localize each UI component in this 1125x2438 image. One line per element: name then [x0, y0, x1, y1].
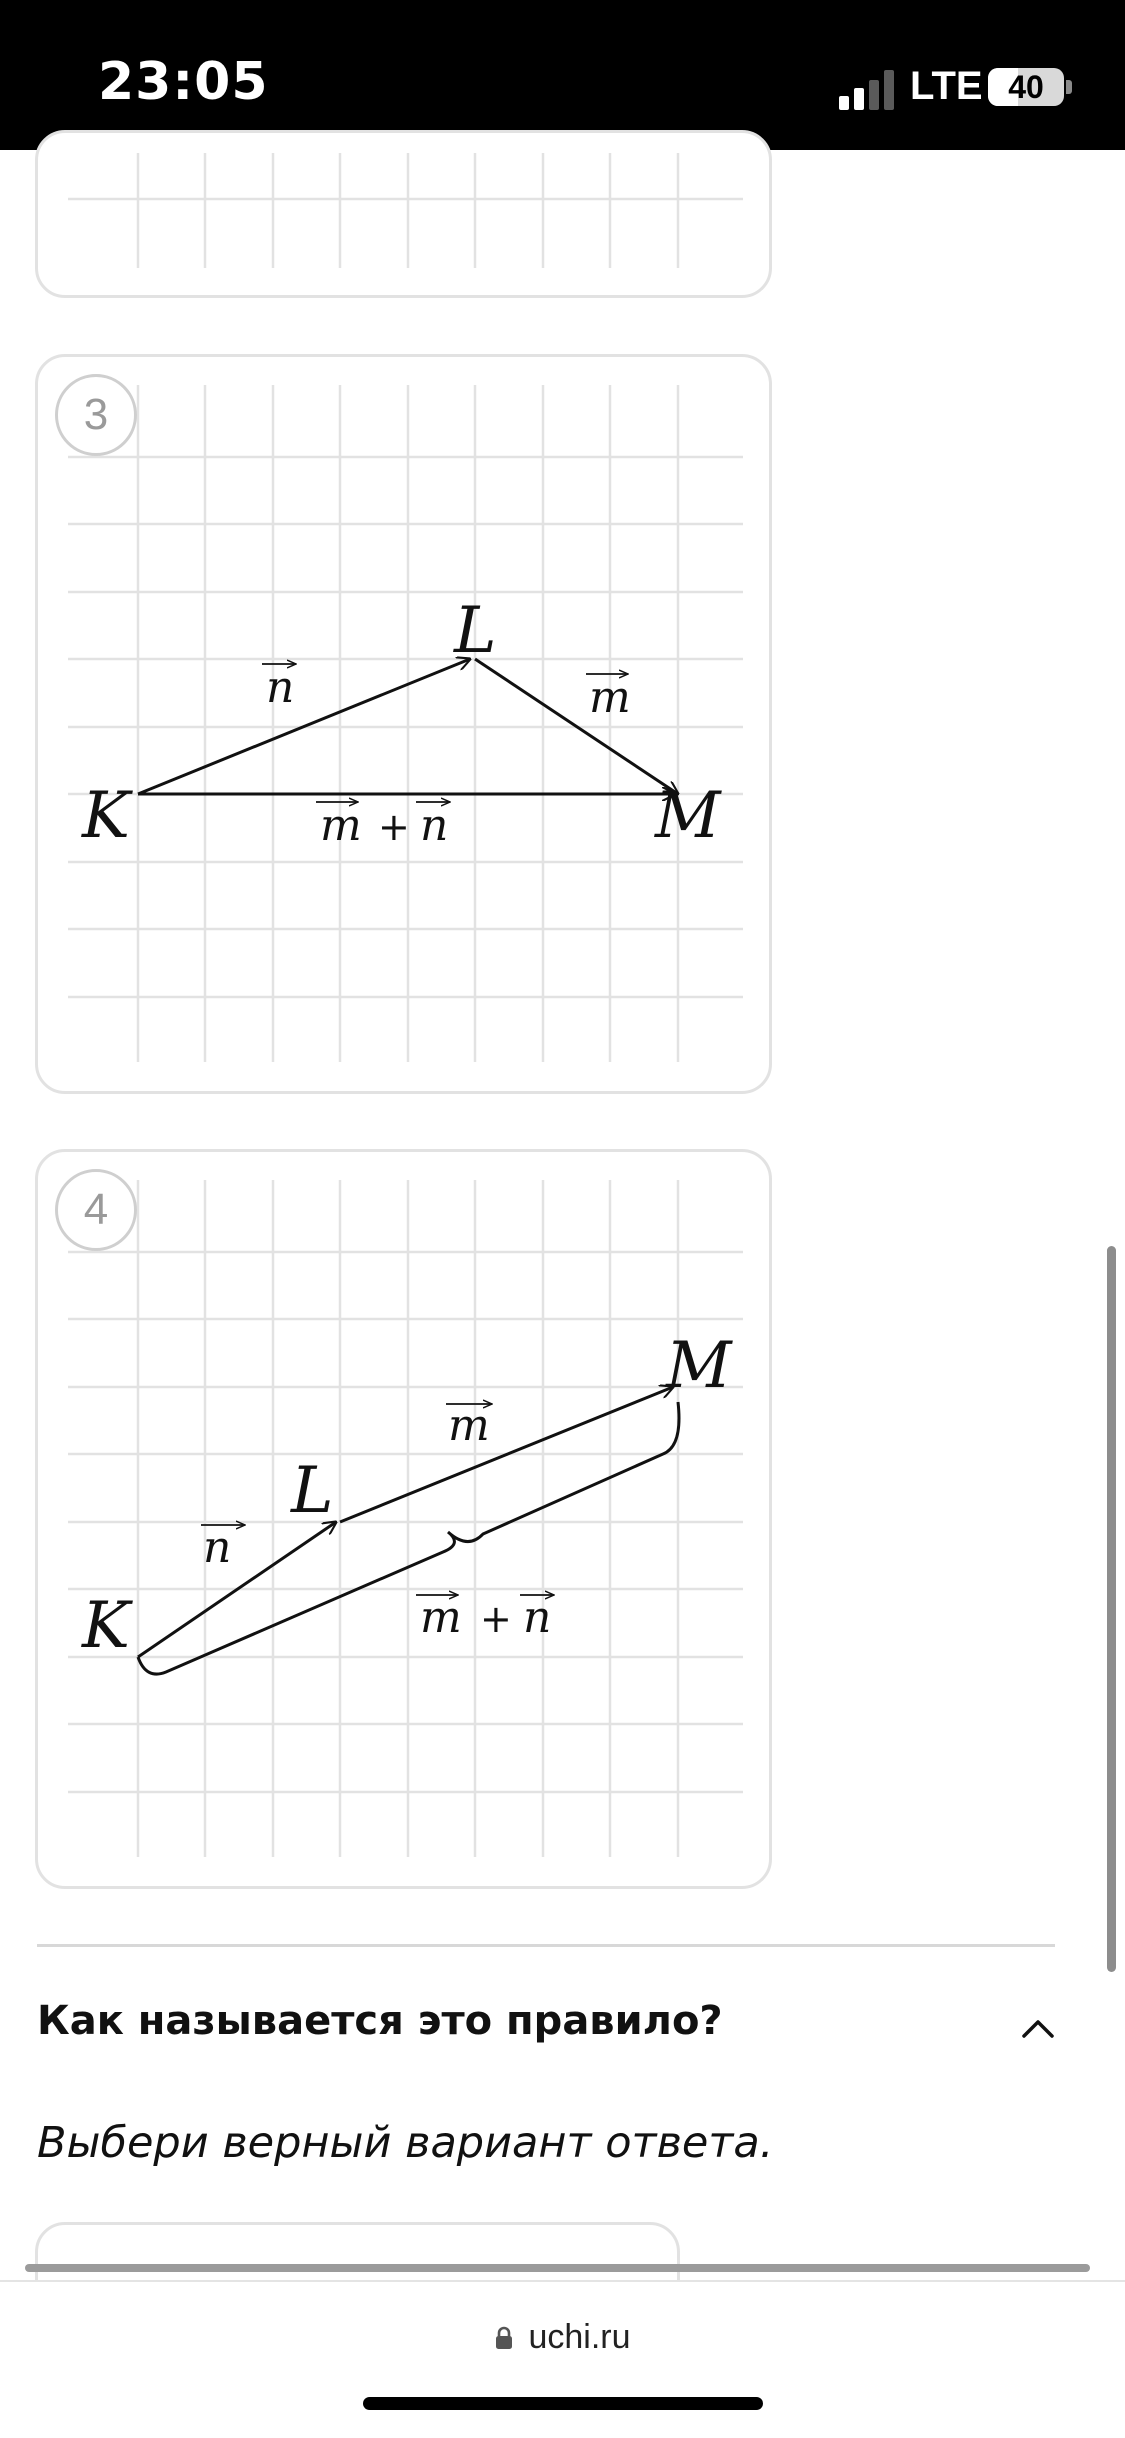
label-n: n: [203, 1522, 232, 1573]
label-sum-m: m: [420, 1592, 462, 1643]
network-type: LTE: [910, 64, 983, 108]
vector-overbars: [201, 1404, 554, 1595]
status-bar: [0, 0, 1125, 150]
label-m: m: [448, 1400, 490, 1451]
label-sum-plus: +: [480, 1597, 512, 1641]
grid-lines: [68, 385, 743, 1062]
label-sum-n: n: [523, 1592, 552, 1643]
exercise-number-badge: 4: [55, 1169, 137, 1251]
section-divider: [37, 1944, 1055, 1947]
label-sum-plus: +: [378, 805, 410, 849]
label-sum-m: m: [320, 800, 362, 851]
vector-overbars: [262, 664, 628, 802]
lock-icon: [494, 2326, 514, 2350]
home-indicator[interactable]: [363, 2397, 763, 2410]
point-K: K: [82, 1589, 130, 1663]
cellular-signal-icon: [839, 70, 899, 110]
vector-diagram-3: [38, 357, 772, 1094]
status-time: 23:05: [98, 52, 269, 112]
battery-tip: [1066, 80, 1072, 94]
point-M: M: [655, 779, 721, 853]
battery-level: 40: [1008, 69, 1044, 105]
label-n: n: [266, 662, 295, 713]
point-K: K: [82, 779, 130, 853]
point-M: M: [666, 1329, 732, 1403]
point-L: L: [454, 594, 497, 668]
exercise-card-2-partial: [35, 130, 772, 298]
label-m: m: [589, 672, 631, 723]
url-bar[interactable]: [0, 2318, 1125, 2357]
point-L: L: [291, 1454, 334, 1528]
battery-icon: [988, 68, 1064, 106]
label-sum-n: n: [420, 800, 449, 851]
exercise-card-3: [35, 354, 772, 1094]
vertical-scrollbar[interactable]: [1107, 1246, 1116, 1972]
browser-bottom-bar: [0, 2280, 1125, 2438]
vector-diagram-4: [38, 1152, 772, 1889]
card-2-grid: [38, 133, 772, 298]
exercise-card-4: [35, 1149, 772, 1889]
grid-lines: [68, 1180, 743, 1857]
exercise-number-badge: 3: [55, 374, 137, 456]
horizontal-scrollbar[interactable]: [25, 2264, 1090, 2272]
chevron-up-icon[interactable]: [1020, 2016, 1056, 2040]
instruction-text: Выбери верный вариант ответа.: [37, 2118, 774, 2168]
url-text: uchi.ru: [528, 2318, 631, 2356]
question-title: Как называется это правило?: [37, 1998, 723, 2044]
